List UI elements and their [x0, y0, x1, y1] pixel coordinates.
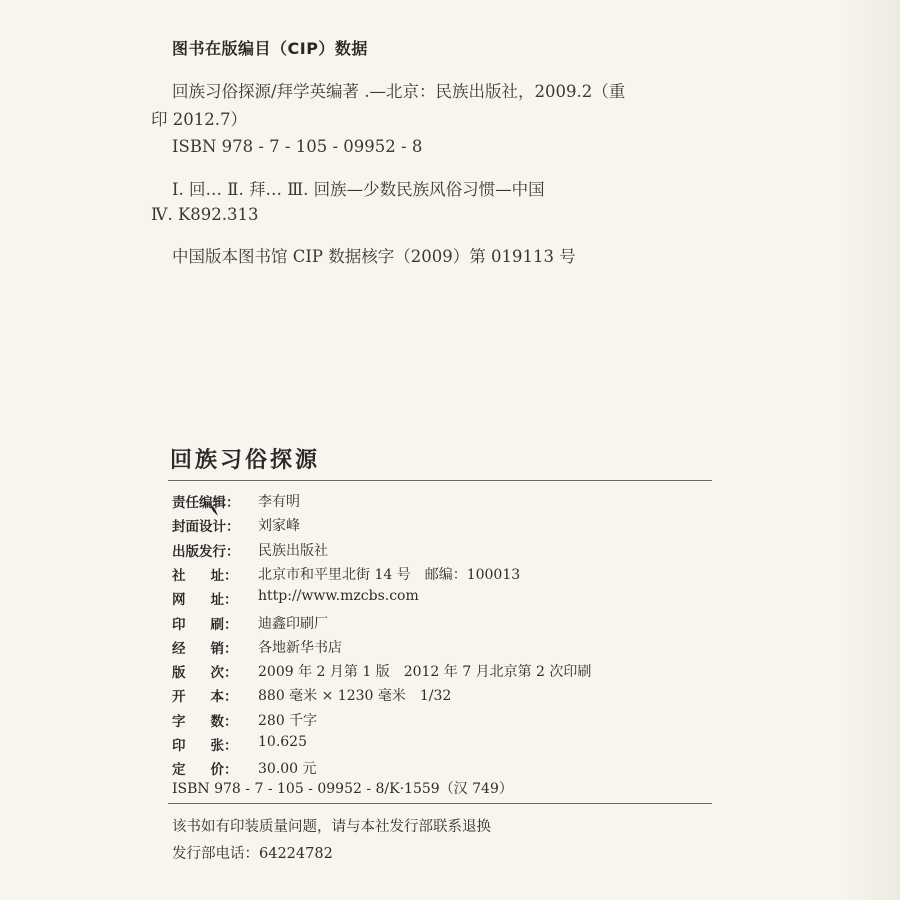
info-colon: ：: [226, 519, 240, 536]
info-value: http://www.mzcbs.com: [258, 588, 419, 605]
info-label: [172, 685, 258, 705]
info-colon: ：: [224, 738, 238, 754]
info-label-char: 张: [210, 738, 224, 754]
info-label-text: [172, 564, 224, 584]
info-colon: ：: [224, 592, 238, 609]
info-label-text: [172, 637, 224, 657]
info-label-text: [172, 588, 224, 608]
info-label-text: 出版发行: [172, 543, 226, 560]
info-value: 2009 年 2 月第 1 版 2012 年 7 月北京第 2 次印刷: [258, 664, 592, 681]
info-label-char: 网: [172, 592, 186, 609]
info-colon: ：: [224, 762, 238, 779]
info-colon: ：: [224, 640, 238, 657]
cip-line-classification: Ⅳ. K892.313: [151, 205, 259, 224]
info-label-char: 开: [172, 689, 186, 706]
info-label-char: 字: [172, 713, 186, 730]
info-colon: ：: [224, 689, 238, 706]
cip-line-isbn: ISBN 978 - 7 - 105 - 09952 - 8: [172, 137, 423, 156]
info-label: [172, 564, 258, 584]
cip-heading: 图书在版编目（CIP）数据: [172, 39, 368, 58]
full-isbn: ISBN 978 - 7 - 105 - 09952 - 8/K·1559（汉 749）: [172, 781, 513, 797]
info-label-text: [172, 685, 224, 705]
quality-notice: 该书如有印装质量问题，请与本社发行部联系退换: [172, 819, 491, 835]
info-label-char: 印: [172, 738, 186, 754]
info-label-char: 数: [210, 713, 224, 730]
info-label-char: 版: [172, 665, 186, 682]
info-value: 各地新华书店: [258, 639, 342, 656]
info-label-char: 价: [210, 762, 224, 779]
info-label-char: 社: [172, 567, 186, 584]
info-value: 30.00 元: [258, 761, 317, 778]
info-value: 刘家峰: [258, 518, 300, 535]
info-label-char: 刷: [210, 616, 224, 633]
info-value: 迪鑫印刷厂: [258, 615, 328, 632]
info-label-text: [172, 661, 224, 681]
info-label: [172, 758, 258, 778]
info-value: 880 毫米 × 1230 毫米 1/32: [258, 688, 452, 705]
info-colon: ：: [226, 495, 240, 511]
info-label-text: [172, 758, 224, 778]
footer-divider: [168, 803, 712, 804]
page-edge-shadow: [840, 0, 900, 900]
info-label: [172, 588, 258, 608]
info-label-char: 址: [210, 592, 224, 609]
info-label-char: 经: [172, 640, 186, 657]
info-colon: ：: [224, 616, 238, 633]
info-colon: ：: [224, 567, 238, 584]
info-label-text: [172, 710, 224, 730]
cip-line-title: 回族习俗探源/拜学英编著 .—北京：民族出版社，2009.2（重: [172, 82, 626, 101]
info-label-text: [172, 613, 224, 633]
info-label: [172, 710, 258, 730]
distribution-phone: 发行部电话：64224782: [172, 846, 333, 862]
info-label: [172, 491, 258, 511]
info-value: 10.625: [258, 734, 307, 750]
info-label: [172, 661, 258, 681]
title-divider: [168, 480, 712, 481]
book-title: 回族习俗探源: [170, 448, 321, 473]
info-label-text: 责任编辑: [172, 495, 226, 511]
info-value: 民族出版社: [258, 542, 328, 559]
info-label-char: 本: [210, 689, 224, 706]
info-label: [172, 515, 258, 535]
info-label: [172, 613, 258, 633]
info-colon: ：: [224, 665, 238, 682]
info-label-char: 定: [172, 762, 186, 779]
cip-line-subjects: Ⅰ. 回… Ⅱ. 拜… Ⅲ. 回族—少数民族风俗习惯—中国: [172, 180, 545, 199]
info-label-text: 封面设计: [172, 519, 226, 536]
info-label-char: 次: [210, 665, 224, 682]
info-value: 280 千字: [258, 712, 318, 729]
info-label-char: 印: [172, 616, 186, 633]
info-colon: ：: [224, 713, 238, 730]
cip-line-record-number: 中国版本图书馆 CIP 数据核字（2009）第 019113 号: [172, 247, 576, 266]
info-label-char: 销: [210, 640, 224, 657]
info-value: 李有明: [258, 494, 300, 510]
info-label-char: 址: [210, 567, 224, 584]
info-label: [172, 540, 258, 560]
info-label-text: [172, 734, 224, 754]
info-label: [172, 637, 258, 657]
info-value: 北京市和平里北街 14 号 邮编：100013: [258, 566, 521, 583]
cip-line-reprint: 印 2012.7）: [151, 110, 247, 129]
info-colon: ：: [226, 543, 240, 560]
info-label: [172, 734, 258, 754]
